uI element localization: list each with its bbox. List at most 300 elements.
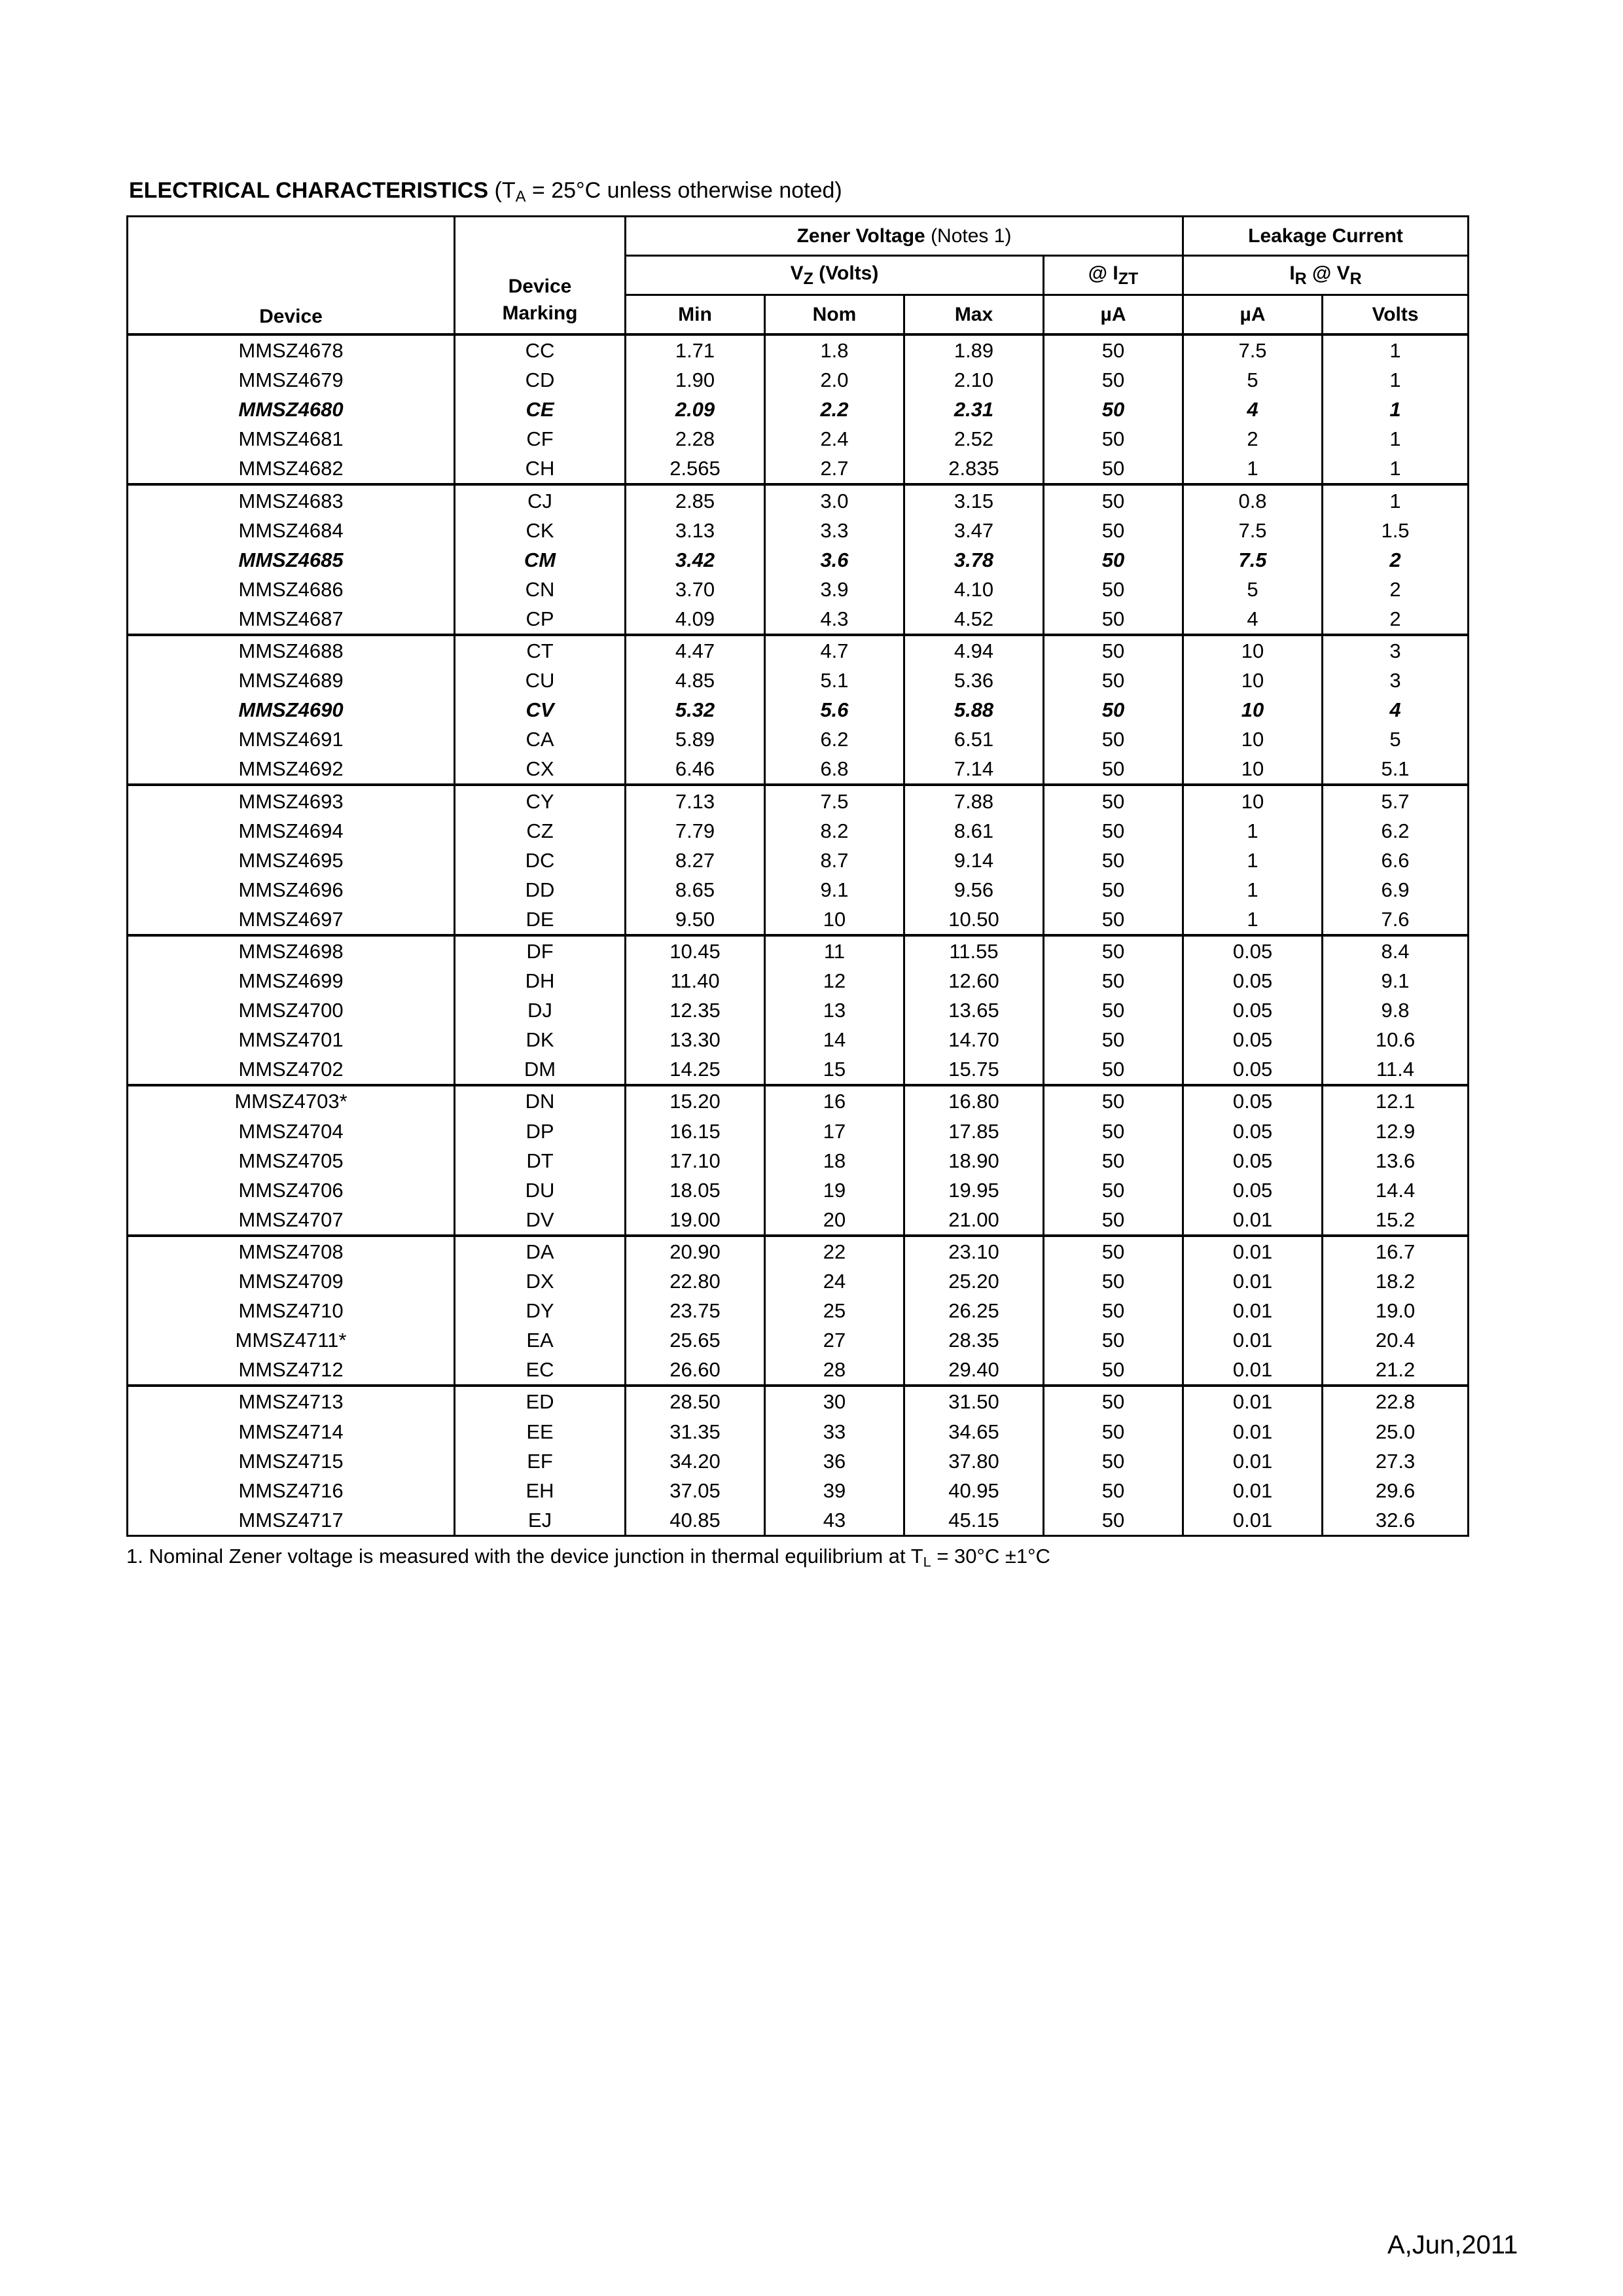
cell-marking: EE [455, 1417, 626, 1446]
cell-vz-max: 17.85 [904, 1117, 1044, 1146]
cell-ir: 0.01 [1183, 1296, 1323, 1325]
cell-marking: DU [455, 1175, 626, 1205]
cell-vz-min: 1.90 [626, 365, 765, 395]
cell-vz-max: 6.51 [904, 725, 1044, 754]
cell-vr: 29.6 [1323, 1476, 1469, 1505]
cell-vz-max: 34.65 [904, 1417, 1044, 1446]
cell-device: MMSZ4713 [128, 1386, 455, 1416]
cell-device: MMSZ4685 [128, 545, 455, 575]
cell-vz-nom: 25 [765, 1296, 904, 1325]
cell-vz-nom: 36 [765, 1446, 904, 1476]
cell-vz-max: 45.15 [904, 1505, 1044, 1536]
cell-vz-min: 23.75 [626, 1296, 765, 1325]
cell-ir: 0.01 [1183, 1325, 1323, 1355]
table-row [128, 1296, 1469, 1325]
cell-marking: CF [455, 424, 626, 454]
cell-vr: 1 [1323, 334, 1469, 365]
cell-vz-max: 16.80 [904, 1085, 1044, 1116]
table-row [128, 424, 1469, 454]
cell-vz-max: 5.88 [904, 695, 1044, 725]
cell-ir: 0.05 [1183, 966, 1323, 996]
cell-vr: 2 [1323, 545, 1469, 575]
table-row [128, 1175, 1469, 1205]
cell-ir: 0.01 [1183, 1266, 1323, 1296]
cell-izt: 50 [1044, 365, 1183, 395]
cell-ir: 0.8 [1183, 484, 1323, 515]
electrical-characteristics-table [126, 215, 1469, 1537]
cell-vr: 9.8 [1323, 996, 1469, 1025]
cell-vz-nom: 14 [765, 1025, 904, 1054]
cell-izt: 50 [1044, 516, 1183, 545]
cell-vz-max: 2.10 [904, 365, 1044, 395]
cell-vz-nom: 7.5 [765, 785, 904, 816]
cell-vz-min: 2.85 [626, 484, 765, 515]
cell-vz-max: 7.14 [904, 754, 1044, 785]
table-row [128, 1386, 1469, 1416]
cell-vz-min: 1.71 [626, 334, 765, 365]
table-row [128, 666, 1469, 695]
table-row [128, 1505, 1469, 1536]
cell-ir: 10 [1183, 754, 1323, 785]
cell-izt: 50 [1044, 935, 1183, 966]
cell-vz-max: 4.52 [904, 604, 1044, 635]
cell-izt: 50 [1044, 754, 1183, 785]
cell-izt: 50 [1044, 395, 1183, 424]
cell-device: MMSZ4688 [128, 635, 455, 666]
header-ir-at-vr: $I_R$ @ $V_R$ [1183, 256, 1469, 295]
cell-vr: 6.2 [1323, 816, 1469, 846]
cell-izt: 50 [1044, 966, 1183, 996]
header-vr-unit: Volts [1323, 295, 1469, 335]
cell-izt: 50 [1044, 695, 1183, 725]
cell-marking: CN [455, 575, 626, 604]
cell-vz-min: 17.10 [626, 1146, 765, 1175]
cell-vr: 12.1 [1323, 1085, 1469, 1116]
table-row [128, 1236, 1469, 1266]
cell-vz-min: 4.85 [626, 666, 765, 695]
cell-izt: 50 [1044, 1117, 1183, 1146]
cell-device: MMSZ4702 [128, 1054, 455, 1085]
cell-device: MMSZ4694 [128, 816, 455, 846]
table-row [128, 395, 1469, 424]
cell-vr: 27.3 [1323, 1446, 1469, 1476]
cell-device: MMSZ4705 [128, 1146, 455, 1175]
cell-device: MMSZ4697 [128, 905, 455, 935]
cell-vz-min: 16.15 [626, 1117, 765, 1146]
table-row [128, 1146, 1469, 1175]
table-row [128, 516, 1469, 545]
cell-marking: CZ [455, 816, 626, 846]
cell-vz-max: 23.10 [904, 1236, 1044, 1266]
cell-izt: 50 [1044, 334, 1183, 365]
cell-vr: 7.6 [1323, 905, 1469, 935]
cell-izt: 50 [1044, 875, 1183, 905]
cell-device: MMSZ4678 [128, 334, 455, 365]
cell-marking: CH [455, 454, 626, 484]
cell-ir: 1 [1183, 875, 1323, 905]
cell-vz-min: 2.09 [626, 395, 765, 424]
cell-device: MMSZ4687 [128, 604, 455, 635]
cell-ir: 0.05 [1183, 1085, 1323, 1116]
cell-marking: CY [455, 785, 626, 816]
cell-vz-nom: 18 [765, 1146, 904, 1175]
cell-vz-min: 3.42 [626, 545, 765, 575]
cell-vz-max: 1.89 [904, 334, 1044, 365]
cell-vz-min: 34.20 [626, 1446, 765, 1476]
cell-ir: 5 [1183, 575, 1323, 604]
cell-vz-nom: 1.8 [765, 334, 904, 365]
cell-device: MMSZ4684 [128, 516, 455, 545]
cell-vz-min: 2.565 [626, 454, 765, 484]
cell-vr: 1 [1323, 395, 1469, 424]
cell-ir: 1 [1183, 905, 1323, 935]
cell-device: MMSZ4709 [128, 1266, 455, 1296]
cell-vr: 5 [1323, 725, 1469, 754]
table-row [128, 846, 1469, 875]
cell-vr: 8.4 [1323, 935, 1469, 966]
cell-vz-min: 3.70 [626, 575, 765, 604]
cell-device: MMSZ4707 [128, 1205, 455, 1236]
cell-vr: 20.4 [1323, 1325, 1469, 1355]
cell-device: MMSZ4691 [128, 725, 455, 754]
table-row [128, 1054, 1469, 1085]
cell-vz-nom: 13 [765, 996, 904, 1025]
cell-vz-max: 26.25 [904, 1296, 1044, 1325]
header-vz-volts: $V_Z$ (Volts) [626, 256, 1044, 295]
cell-vr: 14.4 [1323, 1175, 1469, 1205]
cell-marking: DH [455, 966, 626, 996]
cell-marking: DM [455, 1054, 626, 1085]
cell-izt: 50 [1044, 996, 1183, 1025]
cell-izt: 50 [1044, 1386, 1183, 1416]
cell-vz-nom: 2.2 [765, 395, 904, 424]
cell-vr: 5.7 [1323, 785, 1469, 816]
cell-vr: 6.6 [1323, 846, 1469, 875]
cell-vr: 1 [1323, 365, 1469, 395]
cell-marking: DD [455, 875, 626, 905]
cell-vz-max: 37.80 [904, 1446, 1044, 1476]
cell-izt: 50 [1044, 1417, 1183, 1446]
cell-device: MMSZ4710 [128, 1296, 455, 1325]
cell-ir: 10 [1183, 785, 1323, 816]
cell-vr: 1 [1323, 484, 1469, 515]
cell-device: MMSZ4683 [128, 484, 455, 515]
cell-vz-nom: 4.7 [765, 635, 904, 666]
cell-device: MMSZ4686 [128, 575, 455, 604]
table-row [128, 635, 1469, 666]
cell-marking: DF [455, 935, 626, 966]
cell-vr: 4 [1323, 695, 1469, 725]
cell-vr: 3 [1323, 635, 1469, 666]
cell-vz-min: 4.47 [626, 635, 765, 666]
cell-device: MMSZ4695 [128, 846, 455, 875]
cell-izt: 50 [1044, 1296, 1183, 1325]
cell-izt: 50 [1044, 454, 1183, 484]
cell-device: MMSZ4700 [128, 996, 455, 1025]
cell-device: MMSZ4706 [128, 1175, 455, 1205]
cell-device: MMSZ4693 [128, 785, 455, 816]
cell-vz-min: 19.00 [626, 1205, 765, 1236]
cell-marking: EC [455, 1355, 626, 1386]
cell-marking: DP [455, 1117, 626, 1146]
cell-vz-nom: 39 [765, 1476, 904, 1505]
table-row [128, 1476, 1469, 1505]
cell-vz-max: 3.78 [904, 545, 1044, 575]
cell-marking: DN [455, 1085, 626, 1116]
cell-vz-nom: 2.0 [765, 365, 904, 395]
cell-izt: 50 [1044, 1085, 1183, 1116]
revision-date: A,Jun,2011 [1387, 2231, 1518, 2259]
cell-ir: 5 [1183, 365, 1323, 395]
cell-vz-max: 10.50 [904, 905, 1044, 935]
cell-ir: 0.01 [1183, 1205, 1323, 1236]
cell-vz-min: 22.80 [626, 1266, 765, 1296]
cell-vz-max: 29.40 [904, 1355, 1044, 1386]
cell-marking: CA [455, 725, 626, 754]
cell-marking: CK [455, 516, 626, 545]
header-leakage-current: Leakage Current [1183, 217, 1469, 256]
cell-vr: 10.6 [1323, 1025, 1469, 1054]
cell-vz-nom: 2.7 [765, 454, 904, 484]
cell-vz-min: 40.85 [626, 1505, 765, 1536]
cell-izt: 50 [1044, 1266, 1183, 1296]
cell-ir: 4 [1183, 604, 1323, 635]
cell-device: MMSZ4689 [128, 666, 455, 695]
cell-vz-min: 12.35 [626, 996, 765, 1025]
cell-marking: DX [455, 1266, 626, 1296]
cell-ir: 7.5 [1183, 545, 1323, 575]
table-row [128, 754, 1469, 785]
cell-device: MMSZ4699 [128, 966, 455, 996]
cell-vz-min: 15.20 [626, 1085, 765, 1116]
table-row [128, 1446, 1469, 1476]
cell-vz-max: 14.70 [904, 1025, 1044, 1054]
cell-vz-max: 2.52 [904, 424, 1044, 454]
cell-vz-nom: 28 [765, 1355, 904, 1386]
cell-marking: DT [455, 1146, 626, 1175]
cell-vz-nom: 16 [765, 1085, 904, 1116]
cell-marking: EJ [455, 1505, 626, 1536]
cell-ir: 10 [1183, 695, 1323, 725]
cell-vr: 16.7 [1323, 1236, 1469, 1266]
cell-izt: 50 [1044, 1175, 1183, 1205]
cell-vz-min: 31.35 [626, 1417, 765, 1446]
cell-izt: 50 [1044, 1505, 1183, 1536]
table-row [128, 334, 1469, 365]
cell-marking: EH [455, 1476, 626, 1505]
cell-izt: 50 [1044, 545, 1183, 575]
cell-vz-min: 25.65 [626, 1325, 765, 1355]
header-ir-unit: µA [1183, 295, 1323, 335]
cell-marking: DY [455, 1296, 626, 1325]
cell-vz-nom: 2.4 [765, 424, 904, 454]
cell-izt: 50 [1044, 604, 1183, 635]
title-condition: ($T_A = 25^\circ C$ unless otherwise noted) [494, 178, 842, 206]
table-row [128, 1417, 1469, 1446]
cell-ir: 4 [1183, 395, 1323, 424]
cell-ir: 10 [1183, 725, 1323, 754]
cell-vz-min: 5.32 [626, 695, 765, 725]
cell-izt: 50 [1044, 1025, 1183, 1054]
cell-vz-max: 3.15 [904, 484, 1044, 515]
cell-vr: 1 [1323, 424, 1469, 454]
cell-vz-max: 21.00 [904, 1205, 1044, 1236]
cell-device: MMSZ4701 [128, 1025, 455, 1054]
cell-vz-max: 12.60 [904, 966, 1044, 996]
cell-marking: ED [455, 1386, 626, 1416]
cell-ir: 1 [1183, 816, 1323, 846]
header-nom: Nom [765, 295, 904, 335]
cell-ir: 10 [1183, 666, 1323, 695]
cell-device: MMSZ4696 [128, 875, 455, 905]
cell-vz-max: 13.65 [904, 996, 1044, 1025]
table-row [128, 575, 1469, 604]
cell-vr: 11.4 [1323, 1054, 1469, 1085]
cell-vz-max: 25.20 [904, 1266, 1044, 1296]
table-row [128, 604, 1469, 635]
cell-vr: 6.9 [1323, 875, 1469, 905]
footnote: 1. Nominal Zener voltage is measured with the device junction in thermal equilibrium at $T_L = 30^\circ C \pm 1^\circ C$ [126, 1545, 1050, 1570]
table-row [128, 1355, 1469, 1386]
cell-vz-max: 15.75 [904, 1054, 1044, 1085]
cell-marking: CV [455, 695, 626, 725]
cell-vz-nom: 3.3 [765, 516, 904, 545]
cell-ir: 10 [1183, 635, 1323, 666]
cell-marking: DJ [455, 996, 626, 1025]
cell-vz-nom: 12 [765, 966, 904, 996]
cell-vz-nom: 6.8 [765, 754, 904, 785]
cell-vr: 22.8 [1323, 1386, 1469, 1416]
cell-vz-nom: 3.6 [765, 545, 904, 575]
cell-vz-nom: 10 [765, 905, 904, 935]
cell-izt: 50 [1044, 635, 1183, 666]
cell-vz-max: 4.94 [904, 635, 1044, 666]
table-body [128, 334, 1469, 1536]
cell-vz-max: 11.55 [904, 935, 1044, 966]
cell-izt: 50 [1044, 484, 1183, 515]
cell-vz-nom: 5.6 [765, 695, 904, 725]
cell-vr: 15.2 [1323, 1205, 1469, 1236]
cell-marking: CT [455, 635, 626, 666]
cell-izt: 50 [1044, 725, 1183, 754]
cell-ir: 2 [1183, 424, 1323, 454]
cell-device: MMSZ4708 [128, 1236, 455, 1266]
cell-vz-nom: 5.1 [765, 666, 904, 695]
cell-vz-nom: 30 [765, 1386, 904, 1416]
cell-vz-min: 5.89 [626, 725, 765, 754]
cell-vz-min: 6.46 [626, 754, 765, 785]
cell-marking: CC [455, 334, 626, 365]
cell-device: MMSZ4712 [128, 1355, 455, 1386]
cell-device: MMSZ4704 [128, 1117, 455, 1146]
table-row [128, 785, 1469, 816]
cell-izt: 50 [1044, 785, 1183, 816]
cell-vz-min: 3.13 [626, 516, 765, 545]
cell-vz-min: 7.79 [626, 816, 765, 846]
cell-izt: 50 [1044, 1325, 1183, 1355]
cell-vr: 2 [1323, 604, 1469, 635]
cell-vz-min: 13.30 [626, 1025, 765, 1054]
cell-marking: CP [455, 604, 626, 635]
cell-marking: CE [455, 395, 626, 424]
cell-ir: 0.05 [1183, 996, 1323, 1025]
cell-vz-nom: 33 [765, 1417, 904, 1446]
cell-marking: DC [455, 846, 626, 875]
cell-izt: 50 [1044, 1476, 1183, 1505]
cell-vr: 2 [1323, 575, 1469, 604]
cell-vz-min: 37.05 [626, 1476, 765, 1505]
cell-device: MMSZ4692 [128, 754, 455, 785]
cell-vz-nom: 24 [765, 1266, 904, 1296]
title-heading: ELECTRICAL CHARACTERISTICS [129, 178, 489, 203]
cell-marking: EA [455, 1325, 626, 1355]
cell-vz-nom: 20 [765, 1205, 904, 1236]
cell-vz-max: 3.47 [904, 516, 1044, 545]
cell-device: MMSZ4711* [128, 1325, 455, 1355]
cell-ir: 0.01 [1183, 1386, 1323, 1416]
cell-vz-nom: 3.0 [765, 484, 904, 515]
cell-vz-nom: 4.3 [765, 604, 904, 635]
cell-ir: 1 [1183, 846, 1323, 875]
cell-vz-min: 10.45 [626, 935, 765, 966]
cell-vr: 32.6 [1323, 1505, 1469, 1536]
cell-device: MMSZ4703* [128, 1085, 455, 1116]
cell-ir: 0.01 [1183, 1417, 1323, 1446]
cell-device: MMSZ4681 [128, 424, 455, 454]
cell-vz-nom: 8.7 [765, 846, 904, 875]
table-row [128, 996, 1469, 1025]
cell-vz-min: 11.40 [626, 966, 765, 996]
table-row [128, 935, 1469, 966]
cell-vz-max: 31.50 [904, 1386, 1044, 1416]
table-row [128, 695, 1469, 725]
cell-vz-min: 8.65 [626, 875, 765, 905]
table-row [128, 1117, 1469, 1146]
cell-ir: 0.01 [1183, 1355, 1323, 1386]
cell-izt: 50 [1044, 905, 1183, 935]
cell-device: MMSZ4698 [128, 935, 455, 966]
cell-device: MMSZ4679 [128, 365, 455, 395]
cell-ir: 0.05 [1183, 1175, 1323, 1205]
cell-vr: 19.0 [1323, 1296, 1469, 1325]
cell-vr: 25.0 [1323, 1417, 1469, 1446]
table-row [128, 905, 1469, 935]
cell-ir: 0.05 [1183, 1146, 1323, 1175]
cell-vz-max: 9.14 [904, 846, 1044, 875]
cell-vz-nom: 15 [765, 1054, 904, 1085]
cell-ir: 0.01 [1183, 1236, 1323, 1266]
table-row [128, 484, 1469, 515]
cell-vz-max: 18.90 [904, 1146, 1044, 1175]
cell-device: MMSZ4680 [128, 395, 455, 424]
cell-vz-max: 5.36 [904, 666, 1044, 695]
cell-ir: 0.05 [1183, 1117, 1323, 1146]
cell-vr: 3 [1323, 666, 1469, 695]
cell-izt: 50 [1044, 1146, 1183, 1175]
cell-vz-min: 8.27 [626, 846, 765, 875]
cell-vz-nom: 27 [765, 1325, 904, 1355]
cell-device: MMSZ4690 [128, 695, 455, 725]
cell-vz-min: 2.28 [626, 424, 765, 454]
cell-vz-min: 7.13 [626, 785, 765, 816]
table-row [128, 1205, 1469, 1236]
cell-marking: CU [455, 666, 626, 695]
cell-marking: DV [455, 1205, 626, 1236]
cell-vz-min: 4.09 [626, 604, 765, 635]
cell-marking: CX [455, 754, 626, 785]
cell-vz-max: 8.61 [904, 816, 1044, 846]
cell-ir: 1 [1183, 454, 1323, 484]
